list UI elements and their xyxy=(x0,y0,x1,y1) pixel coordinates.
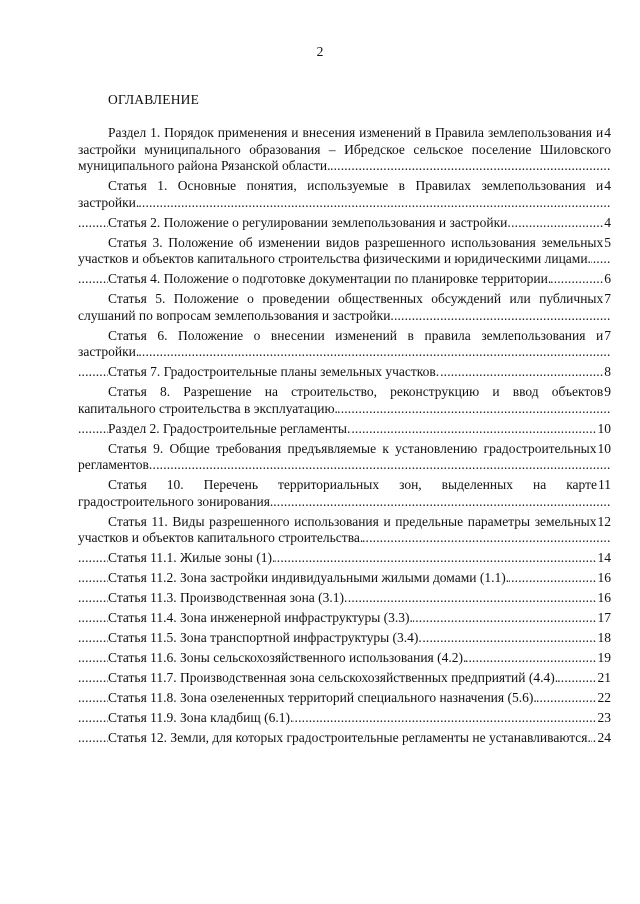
toc-entry[interactable] xyxy=(78,328,611,361)
toc-entry-page: 17 xyxy=(597,610,611,625)
toc-entry-title: Статья 11.6. Зоны сельскохозяйственного использования (4.2). xyxy=(108,650,467,665)
toc-entry[interactable] xyxy=(78,235,611,268)
toc-entry-title: Статья 6. Положение о внесении изменений в правила землепользования и застройки. xyxy=(78,327,604,359)
toc-entry-page: 22 xyxy=(597,690,611,705)
toc-entry-page: 11 xyxy=(598,477,611,492)
toc-entry-page: 10 xyxy=(597,440,611,456)
toc-entry-page: 6 xyxy=(604,271,611,286)
toc-entry[interactable] xyxy=(78,670,611,687)
table-of-contents xyxy=(78,125,611,750)
toc-entry-title: Статья 11.8. Зона озелененных территорий специального назначения (5.6). xyxy=(108,690,537,705)
toc-entry[interactable] xyxy=(78,590,611,607)
toc-entry[interactable] xyxy=(78,630,611,647)
dot-leader xyxy=(78,457,611,474)
toc-entry-page: 5 xyxy=(604,234,611,250)
toc-entry[interactable] xyxy=(78,441,611,474)
toc-entry-page: 4 xyxy=(604,178,611,193)
toc-entry-title: Статья 7. Градостроительные планы земельных участков. xyxy=(108,364,440,379)
page-number: 2 xyxy=(316,44,324,59)
toc-entry-title: Статья 9. Общие требования предъявляемые к установлению градостроительных регламентов. xyxy=(78,440,597,472)
toc-entry-page: 10 xyxy=(597,420,611,436)
toc-entry[interactable] xyxy=(78,514,611,547)
toc-entry-title: Статья 5. Положение о проведении общественных обсуждений или публичных слушаний по вопросам землепользования и застройки. xyxy=(78,291,604,323)
toc-entry[interactable] xyxy=(78,550,611,567)
toc-entry-title: Статья 11.4. Зона инженерной инфраструктуры (3.3). xyxy=(108,610,413,625)
toc-entry[interactable] xyxy=(78,610,611,627)
toc-entry-page: 21 xyxy=(597,670,611,685)
toc-entry-page: 16 xyxy=(597,570,611,585)
toc-entry-title: Раздел 2. Градостроительные регламенты. xyxy=(108,420,351,436)
toc-entry-page: 8 xyxy=(604,364,611,379)
dot-leader xyxy=(78,344,611,361)
toc-entry-page: 23 xyxy=(597,710,611,725)
toc-entry[interactable] xyxy=(78,690,611,707)
toc-entry-page: 4 xyxy=(604,214,611,230)
toc-entry[interactable] xyxy=(78,710,611,727)
toc-entry-title: Статья 12. Земли, для которых градостроительные регламенты не устанавливаются. xyxy=(108,730,591,745)
dot-leader xyxy=(78,195,611,212)
toc-entry[interactable] xyxy=(78,178,611,211)
toc-entry-title: Статья 1. Основные понятия, используемые в Правилах землепользования и застройки. xyxy=(78,178,604,210)
toc-entry-page: 7 xyxy=(604,291,611,306)
toc-entry[interactable] xyxy=(78,384,611,417)
toc-entry-title: Статья 8. Разрешение на строительство, реконструкцию и ввод объектов капитального строительства в эксплуатацию. xyxy=(78,384,604,416)
toc-entry-title: Статья 4. Положение о подготовке документации по планировке территории. xyxy=(108,271,552,286)
toc-entry[interactable] xyxy=(78,125,611,175)
toc-entry[interactable] xyxy=(78,730,611,747)
toc-entry-title: Статья 11. Виды разрешенного использования и предельные параметры земельных участков и объектов капитального строительства. xyxy=(78,513,597,545)
toc-entry-title: Статья 11.2. Зона застройки индивидуальными жилыми домами (1.1). xyxy=(108,570,510,585)
toc-entry-page: 4 xyxy=(604,125,611,140)
toc-entry-title: Статья 11.7. Производственная зона сельскохозяйственных предприятий (4.4). xyxy=(108,670,559,685)
toc-entry[interactable] xyxy=(78,215,611,232)
toc-entry-page: 14 xyxy=(597,550,611,565)
toc-entry-title: Раздел 1. Порядок применения и внесения изменений в Правила землепользования и застройки муниципального образования – Ибредское сельское поселение Шиловского муниципального района Рязанской области. xyxy=(78,125,611,173)
toc-entry-page: 9 xyxy=(604,384,611,399)
toc-entry-page: 12 xyxy=(597,513,611,529)
toc-entry-title: Статья 10. Перечень территориальных зон, выделенных на карте градостроительного зонирования. xyxy=(78,477,597,509)
toc-entry-title: Статья 11.3. Производственная зона (3.1). xyxy=(108,590,348,605)
toc-entry-title: Статья 3. Положение об изменении видов разрешенного использования земельных участков и объектов капитального строительства физическими и юридическими лицами. xyxy=(78,234,604,266)
toc-heading: ОГЛАВЛЕНИЕ xyxy=(108,92,200,107)
toc-entry-page: 16 xyxy=(597,590,611,605)
toc-entry[interactable] xyxy=(78,364,611,381)
toc-entry[interactable] xyxy=(78,421,611,438)
toc-entry-title: Статья 11.9. Зона кладбищ (6.1). xyxy=(108,710,294,725)
toc-entry[interactable] xyxy=(78,570,611,587)
toc-entry[interactable] xyxy=(78,477,611,510)
toc-entry-title: Статья 11.5. Зона транспортной инфраструктуры (3.4). xyxy=(108,630,422,645)
toc-entry-page: 18 xyxy=(597,630,611,645)
toc-entry-page: 24 xyxy=(597,730,611,745)
toc-entry-page: 19 xyxy=(597,650,611,665)
toc-entry[interactable] xyxy=(78,271,611,288)
toc-entry-page: 7 xyxy=(604,327,611,343)
toc-entry[interactable] xyxy=(78,650,611,667)
toc-entry-title: Статья 2. Положение о регулировании землепользования и застройки. xyxy=(108,214,511,230)
toc-entry-title: Статья 11.1. Жилые зоны (1). xyxy=(108,550,276,565)
toc-entry[interactable] xyxy=(78,291,611,324)
